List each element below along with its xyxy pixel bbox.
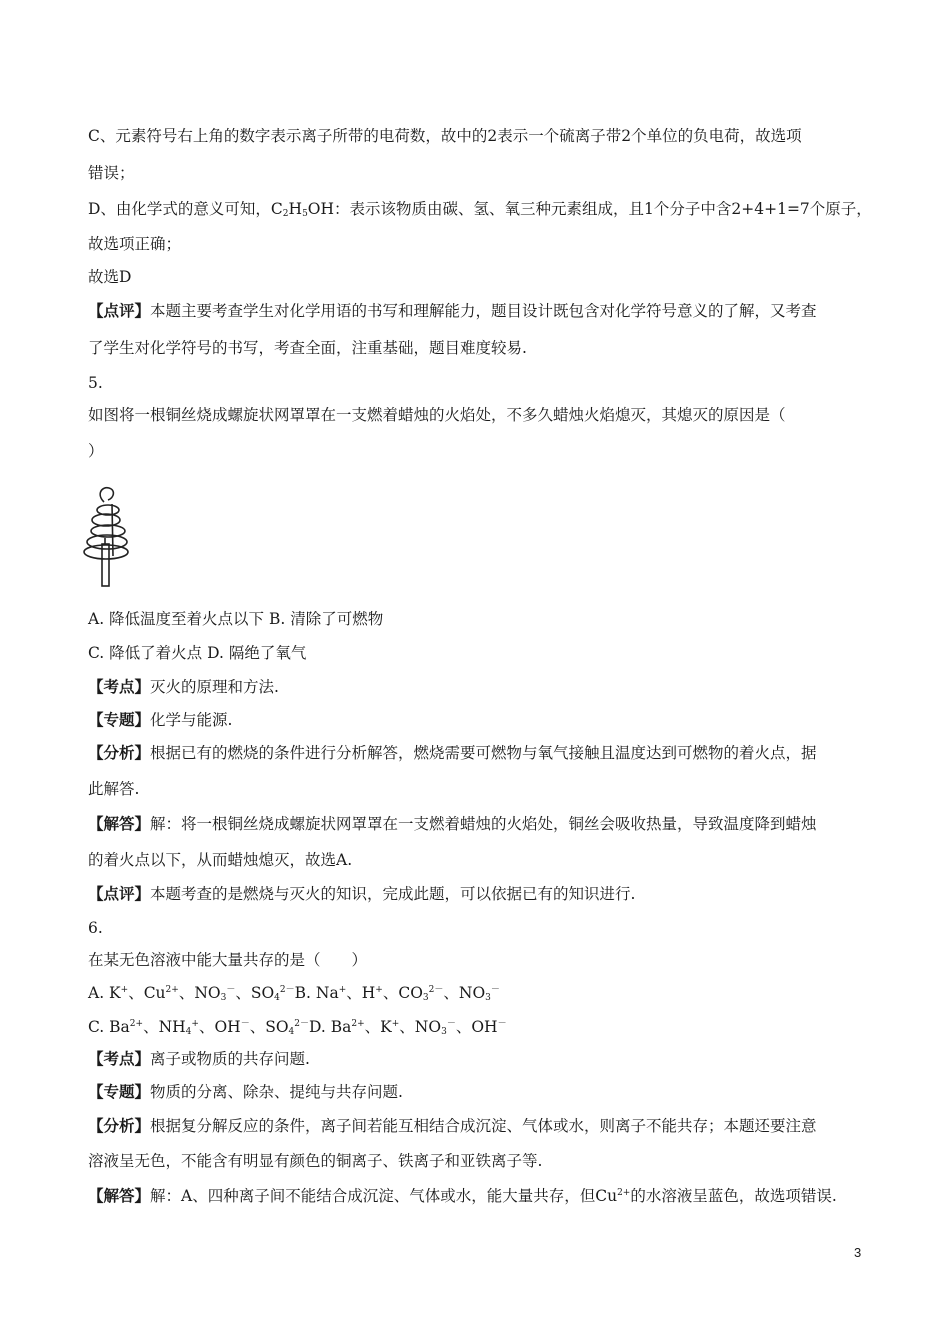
text-line: 溶液呈无色，不能含有明显有颜色的铜离子、铁离子和亚铁离子等.	[88, 1152, 543, 1170]
coil-candle-figure	[82, 484, 142, 590]
text-line: 的着火点以下，从而蜡烛熄灭，故选A.	[88, 851, 353, 869]
text-line: 故选D	[88, 268, 132, 286]
text-line: C、元素符号右上角的数字表示离子所带的电荷数，故中的2表示一个硫离子带2个单位的负电荷，故选项	[88, 127, 802, 145]
text-line: 故选项正确；	[88, 235, 182, 253]
option-line: C. $Ba^{2+}$、$NH_4^+$、OH－、$SO_4^{2-}D$. $Ba^{2+}$、K+、$NO_3^-$、OH－	[88, 1018, 507, 1037]
question-stem: ）	[88, 442, 104, 460]
text-line: 此解答.	[88, 780, 140, 798]
zhuanti-line: 【专题】化学与能源.	[88, 710, 233, 729]
jieda-line: 【解答】解：A、四种离子间不能结合成沉淀、气体或水，能大量共存，但$Cu^{2+}$的水溶液呈蓝色，故选项错误.	[88, 1186, 837, 1205]
comment-line: 【点评】本题考查的是燃烧与灭火的知识，完成此题，可以依据已有的知识进行.	[88, 884, 636, 903]
question-stem: 在某无色溶液中能大量共存的是（ ）	[88, 951, 368, 969]
page-number: 3	[854, 1245, 862, 1260]
fenxi-line: 【分析】根据复分解反应的条件，离子间若能互相结合成沉淀、气体或水，则离子不能共存；本题还要注意	[88, 1116, 817, 1135]
option-line: C. 降低了着火点 D. 隔绝了氧气	[88, 644, 307, 662]
option-line: A. K+、$Cu^{2+}$、$NO_3^-$、$SO_4^{2-}B$. Na+、H+、$CO_3^{2-}$、$NO_3^-$	[88, 984, 500, 1003]
kaodian-line: 【考点】离子或物质的共存问题.	[88, 1049, 310, 1068]
question-number: 6.	[88, 919, 103, 937]
question-stem: 如图将一根铜丝烧成螺旋状网罩罩在一支燃着蜡烛的火焰处，不多久蜡烛火焰熄灭，其熄灭的原因是（	[88, 406, 786, 424]
zhuanti-line: 【专题】物质的分离、除杂、提纯与共存问题.	[88, 1082, 403, 1101]
jieda-line: 【解答】解：将一根铜丝烧成螺旋状网罩罩在一支燃着蜡烛的火焰处，铜丝会吸收热量，导致温度降到蜡烛	[88, 814, 817, 833]
kaodian-line: 【考点】灭火的原理和方法.	[88, 677, 279, 696]
text-line: D、由化学式的意义可知，$C_2H_5OH$：表示该物质由碳、氢、氧三种元素组成，且1个分子中含2+4+1=7个原子，	[88, 200, 872, 219]
comment-line: 【点评】本题主要考查学生对化学用语的书写和理解能力，题目设计既包含对化学符号意义的了解，又考查	[88, 301, 817, 320]
text-line: 了学生对化学符号的书写，考查全面，注重基础，题目难度较易.	[88, 339, 527, 357]
fenxi-line: 【分析】根据已有的燃烧的条件进行分析解答，燃烧需要可燃物与氧气接触且温度达到可燃物的着火点，据	[88, 743, 817, 762]
question-number: 5.	[88, 374, 103, 392]
option-line: A. 降低温度至着火点以下 B. 清除了可燃物	[88, 610, 384, 628]
text-line: 错误；	[88, 164, 135, 182]
